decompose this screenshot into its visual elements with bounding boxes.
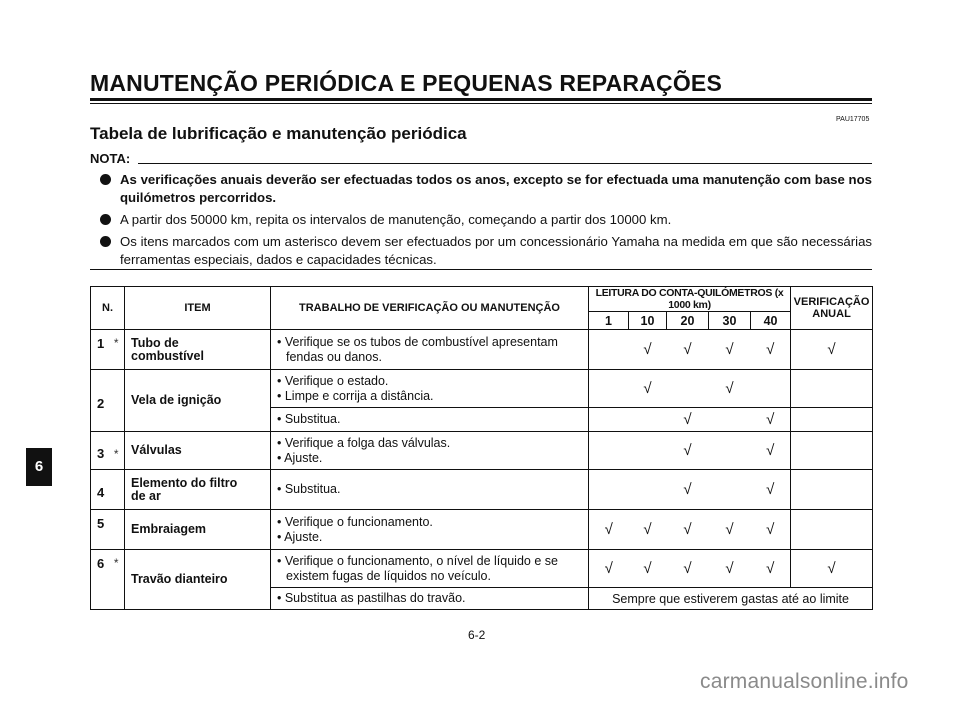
header-km-10: 10 (629, 312, 667, 330)
check-cell (667, 370, 709, 408)
title-rule-thick (90, 98, 872, 101)
watermark: carmanualsonline.info (700, 670, 909, 693)
row-item: Elemento do filtro de ar (125, 470, 271, 510)
check-icon: √ (791, 330, 873, 370)
check-icon: √ (667, 550, 709, 588)
table-row (91, 370, 873, 408)
bullet-icon (100, 214, 111, 225)
check-icon: √ (709, 370, 751, 408)
header-annual: VERIFICAÇÃO ANUAL (791, 287, 873, 330)
check-icon: √ (629, 370, 667, 408)
check-icon: √ (709, 550, 751, 588)
check-icon: √ (629, 510, 667, 550)
check-cell (791, 370, 873, 408)
check-icon: √ (667, 470, 709, 510)
row-item: Embraiagem (125, 510, 271, 550)
check-icon: √ (751, 432, 791, 470)
header-km-20: 20 (667, 312, 709, 330)
check-icon: √ (751, 510, 791, 550)
check-cell (589, 370, 629, 408)
check-icon: √ (589, 550, 629, 588)
row-work: • Verifique o funcionamento, o nível de líquido e se existem fugas de líquidos no veículo. (271, 550, 589, 588)
row-work: • Verifique a folga das válvulas. • Ajuste. (271, 432, 589, 470)
header-odometer: LEITURA DO CONTA-QUILÓMETROS (x 1000 km) (589, 287, 791, 312)
check-cell (791, 408, 873, 432)
note-item: A partir dos 50000 km, repita os intervalos de manutenção, começando a partir dos 10000 km. (100, 211, 872, 229)
check-cell (709, 408, 751, 432)
check-icon: √ (629, 330, 667, 370)
note-rule (138, 163, 872, 164)
check-cell (629, 408, 667, 432)
span-note: Sempre que estiverem gastas até ao limite (589, 588, 873, 610)
check-icon: √ (629, 550, 667, 588)
header-n: N. (91, 287, 125, 330)
check-cell (709, 432, 751, 470)
row-number: 4 (91, 470, 109, 510)
check-icon: √ (667, 432, 709, 470)
check-cell (709, 470, 751, 510)
asterisk-empty (109, 370, 125, 432)
note-item: As verificações anuais deverão ser efectuadas todos os anos, excepto se for efectuada uma manutenção com base nos quilómetros percorridos. (100, 171, 872, 207)
header-km-40: 40 (751, 312, 791, 330)
header-km-30: 30 (709, 312, 751, 330)
row-item: Travão dianteiro (125, 550, 271, 610)
asterisk-icon: * (109, 550, 125, 610)
row-work: • Verifique o funcionamento. • Ajuste. (271, 510, 589, 550)
check-icon: √ (709, 510, 751, 550)
bullet-icon (100, 174, 111, 185)
maintenance-table (90, 286, 873, 610)
asterisk-icon: * (109, 330, 125, 370)
check-icon: √ (751, 408, 791, 432)
table-header-row (91, 287, 873, 312)
note-item: Os itens marcados com um asterisco devem ser efectuados por um concessionário Yamaha na medida em que são necessárias ferramentas especiais, dados e capacidades técnicas. (100, 233, 872, 269)
table-row (91, 510, 873, 550)
notes-end-rule (90, 269, 872, 270)
asterisk-icon: * (109, 432, 125, 470)
asterisk-empty (109, 510, 125, 550)
table-row (91, 330, 873, 370)
row-work: • Substitua as pastilhas do travão. (271, 588, 589, 610)
check-cell (751, 370, 791, 408)
chapter-tab[interactable]: 6 (26, 448, 52, 486)
check-icon: √ (751, 470, 791, 510)
title-rule-thin (90, 103, 872, 104)
check-icon: √ (751, 550, 791, 588)
row-number: 1 (91, 330, 109, 370)
check-icon: √ (667, 510, 709, 550)
header-km-1: 1 (589, 312, 629, 330)
check-cell (629, 470, 667, 510)
header-work: TRABALHO DE VERIFICAÇÃO OU MANUTENÇÃO (271, 287, 589, 330)
row-number: 3 (91, 432, 109, 470)
table-row (91, 550, 873, 588)
check-cell (589, 408, 629, 432)
table-row (91, 470, 873, 510)
row-work: • Verifique se os tubos de combustível apresentam fendas ou danos. (271, 330, 589, 370)
check-icon: √ (791, 550, 873, 588)
row-number: 5 (91, 510, 109, 550)
table-row (91, 432, 873, 470)
check-cell (589, 470, 629, 510)
check-icon: √ (751, 330, 791, 370)
note-list (100, 171, 872, 273)
section-title: Tabela de lubrificação e manutenção periódica (90, 124, 467, 143)
check-cell (791, 432, 873, 470)
row-number: 6 (91, 550, 109, 610)
row-work: • Substitua. (271, 408, 589, 432)
page-number: 6-2 (468, 628, 486, 642)
bullet-icon (100, 236, 111, 247)
check-cell (589, 432, 629, 470)
header-item: ITEM (125, 287, 271, 330)
row-number: 2 (91, 370, 109, 432)
reference-code: PAU17705 (836, 116, 870, 123)
check-icon: √ (667, 408, 709, 432)
check-cell (791, 470, 873, 510)
check-icon: √ (667, 330, 709, 370)
asterisk-empty (109, 470, 125, 510)
row-item: Válvulas (125, 432, 271, 470)
check-icon: √ (589, 510, 629, 550)
row-item: Tubo de combustível (125, 330, 271, 370)
row-item: Vela de ignição (125, 370, 271, 432)
check-cell (791, 510, 873, 550)
chapter-title: MANUTENÇÃO PERIÓDICA E PEQUENAS REPARAÇÕES (90, 70, 723, 96)
check-icon: √ (709, 330, 751, 370)
check-cell (589, 330, 629, 370)
row-work: • Verifique o estado. • Limpe e corrija a distância. (271, 370, 589, 408)
note-label: NOTA: (90, 151, 131, 166)
check-cell (629, 432, 667, 470)
row-work: • Substitua. (271, 470, 589, 510)
